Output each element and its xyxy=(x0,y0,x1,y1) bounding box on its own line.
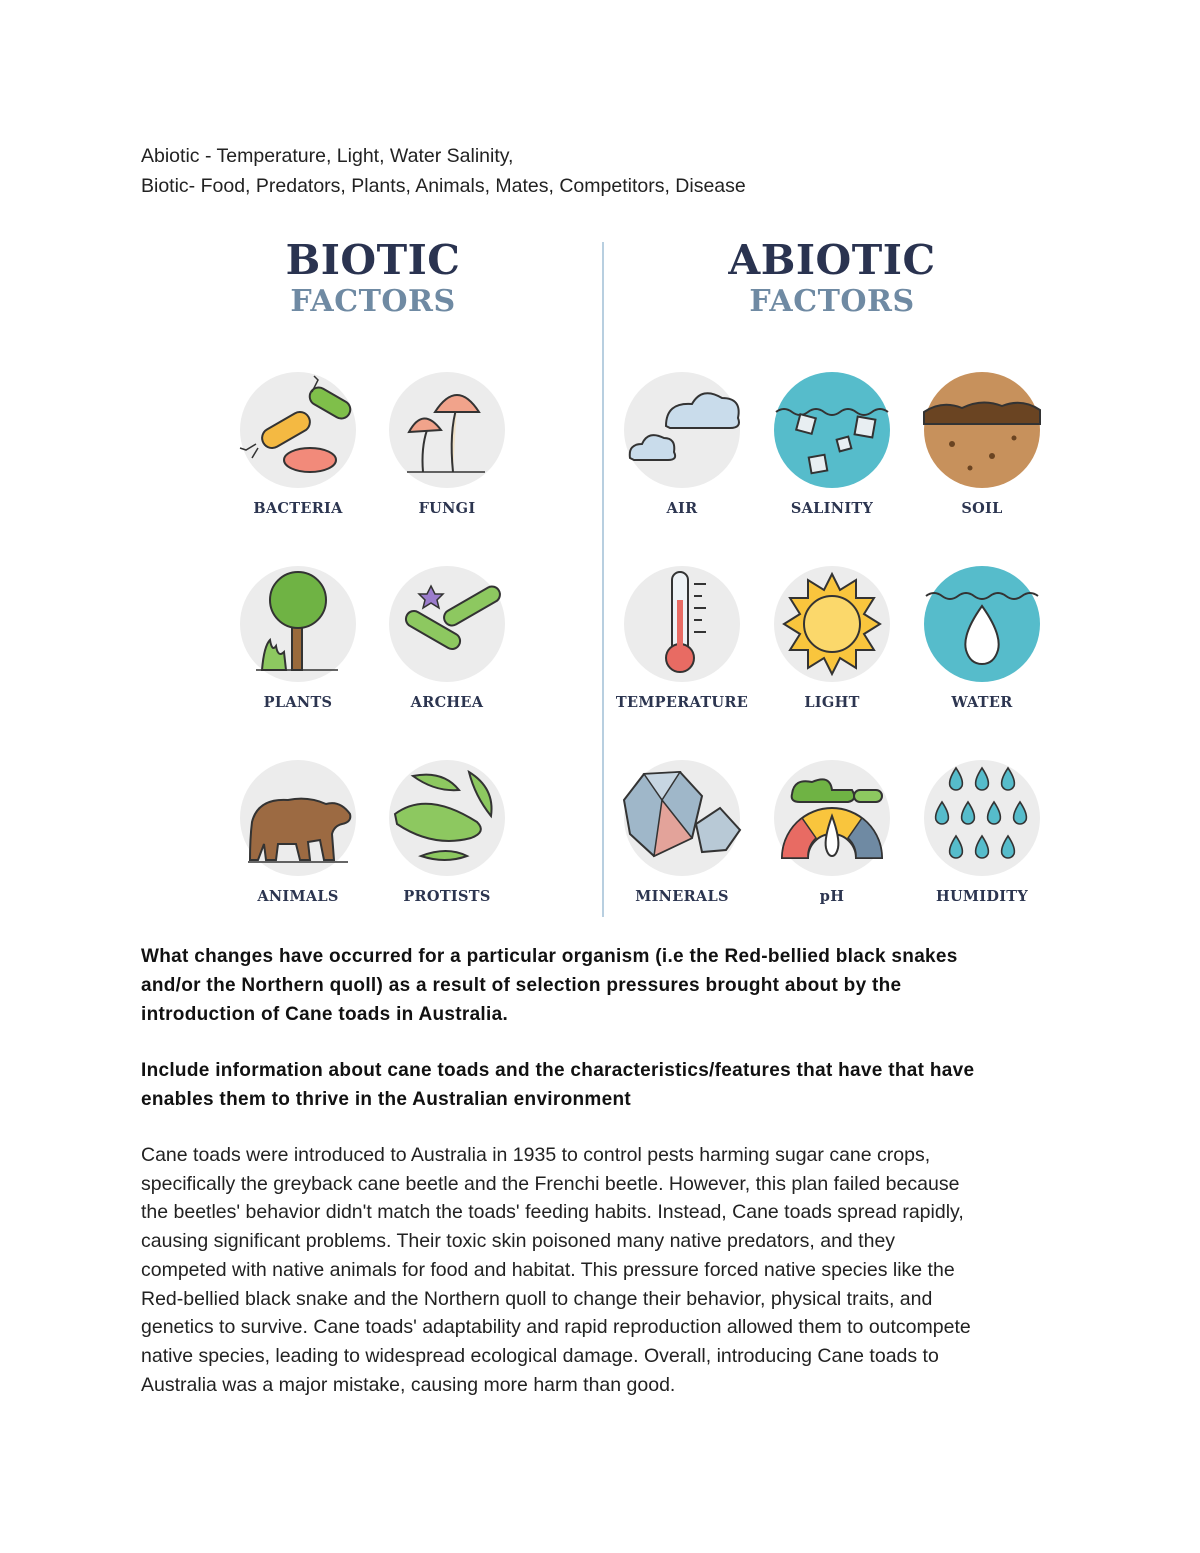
bacteria-item xyxy=(223,372,373,522)
biotic-subtitle: FACTORS xyxy=(290,284,456,319)
answer-line: native species, leading to widespread ecological damage. Overall, introducing Cane toads to xyxy=(141,1344,939,1367)
question-line: introduction of Cane toads in Australia. xyxy=(141,1004,509,1025)
question-line: and/or the Northern quoll) as a result of selection pressures brought about by the xyxy=(141,975,902,996)
ph-item xyxy=(757,760,907,910)
question-line: Include information about cane toads and the characteristics/features that have that have xyxy=(141,1060,975,1081)
plants-icon xyxy=(238,566,358,686)
bacteria-icon xyxy=(238,372,358,492)
intro-text xyxy=(141,141,746,201)
salinity-icon xyxy=(772,372,892,492)
temperature-item xyxy=(607,566,757,716)
ph-gauge-icon xyxy=(772,760,892,880)
answer-line: specifically the greyback cane beetle and the Frenchi beetle. However, this plan failed because xyxy=(141,1172,960,1195)
temperature-label: TEMPERATURE xyxy=(615,694,749,711)
humidity-drops-icon xyxy=(922,760,1042,880)
abiotic-title: ABIOTIC xyxy=(728,236,936,284)
air-label: AIR xyxy=(666,500,698,517)
fungi-item xyxy=(372,372,522,522)
question-line: What changes have occurred for a particular organism (i.e the Red-bellied black snakes xyxy=(141,946,958,967)
answer-line: genetics to survive. Cane toads' adaptability and rapid reproduction allowed them to outcompete xyxy=(141,1316,971,1339)
thermometer-icon xyxy=(622,566,742,686)
water-item xyxy=(907,566,1057,716)
humidity-label: HUMIDITY xyxy=(935,888,1029,905)
biotic-title: BIOTIC xyxy=(285,236,461,284)
protists-label: PROTISTS xyxy=(403,888,491,905)
answer-line: Cane toads were introduced to Australia in 1935 to control pests harming sugar cane crops, xyxy=(141,1144,931,1166)
question-line: enables them to thrive in the Australian environment xyxy=(141,1089,631,1110)
plants-item xyxy=(223,566,373,716)
fungi-icon xyxy=(387,372,507,492)
light-label: LIGHT xyxy=(804,694,860,711)
salinity-label: SALINITY xyxy=(790,500,874,517)
answer-line: causing significant problems. Their toxic skin poisoned many native predators, and they xyxy=(141,1230,896,1253)
answer-paragraph xyxy=(141,1141,971,1399)
abiotic-heading xyxy=(692,236,972,319)
protists-item xyxy=(372,760,522,910)
question-cane-toad-features xyxy=(141,1056,974,1114)
salinity-item xyxy=(757,372,907,522)
soil-label: SOIL xyxy=(961,500,1003,517)
soil-item xyxy=(907,372,1057,522)
answer-line: Red-bellied black snake and the Northern quoll to change their behavior, physical traits, and xyxy=(141,1287,933,1310)
archea-item xyxy=(372,566,522,716)
biotic-abiotic-factors-figure xyxy=(210,228,1060,928)
soil-icon xyxy=(922,372,1042,492)
abiotic-subtitle: FACTORS xyxy=(749,284,915,319)
cloud-icon xyxy=(622,372,742,492)
archea-icon xyxy=(387,566,507,686)
plants-label: PLANTS xyxy=(263,694,333,711)
answer-line: competed with native animals for food and habitat. This pressure forced native species like the xyxy=(141,1258,955,1281)
light-item xyxy=(757,566,907,716)
archea-label: ARCHEA xyxy=(410,694,484,711)
minerals-icon xyxy=(622,760,742,880)
bacteria-label: BACTERIA xyxy=(253,500,343,517)
sun-icon xyxy=(772,566,892,686)
animals-item xyxy=(223,760,373,910)
answer-line: the beetles' behavior didn't match the toads' feeding habits. Instead, Cane toads spread rapidly, xyxy=(141,1201,964,1224)
intro-line-abiotic: Abiotic - Temperature, Light, Water Salinity, xyxy=(141,145,514,167)
figure-divider xyxy=(602,242,604,917)
bear-icon xyxy=(238,760,358,880)
intro-line-biotic: Biotic- Food, Predators, Plants, Animals, Mates, Competitors, Disease xyxy=(141,175,746,197)
fungi-label: FUNGI xyxy=(418,500,476,517)
biotic-heading xyxy=(250,236,496,319)
air-item xyxy=(607,372,757,522)
minerals-label: MINERALS xyxy=(635,888,729,905)
humidity-item xyxy=(907,760,1057,910)
water-label: WATER xyxy=(951,694,1013,711)
animals-label: ANIMALS xyxy=(257,888,339,905)
answer-line: Australia was a major mistake, causing more harm than good. xyxy=(141,1373,676,1396)
minerals-item xyxy=(607,760,757,910)
ph-label: pH xyxy=(819,888,845,905)
question-selection-pressures xyxy=(141,942,958,1029)
protists-icon xyxy=(387,760,507,880)
water-drop-icon xyxy=(922,566,1042,686)
